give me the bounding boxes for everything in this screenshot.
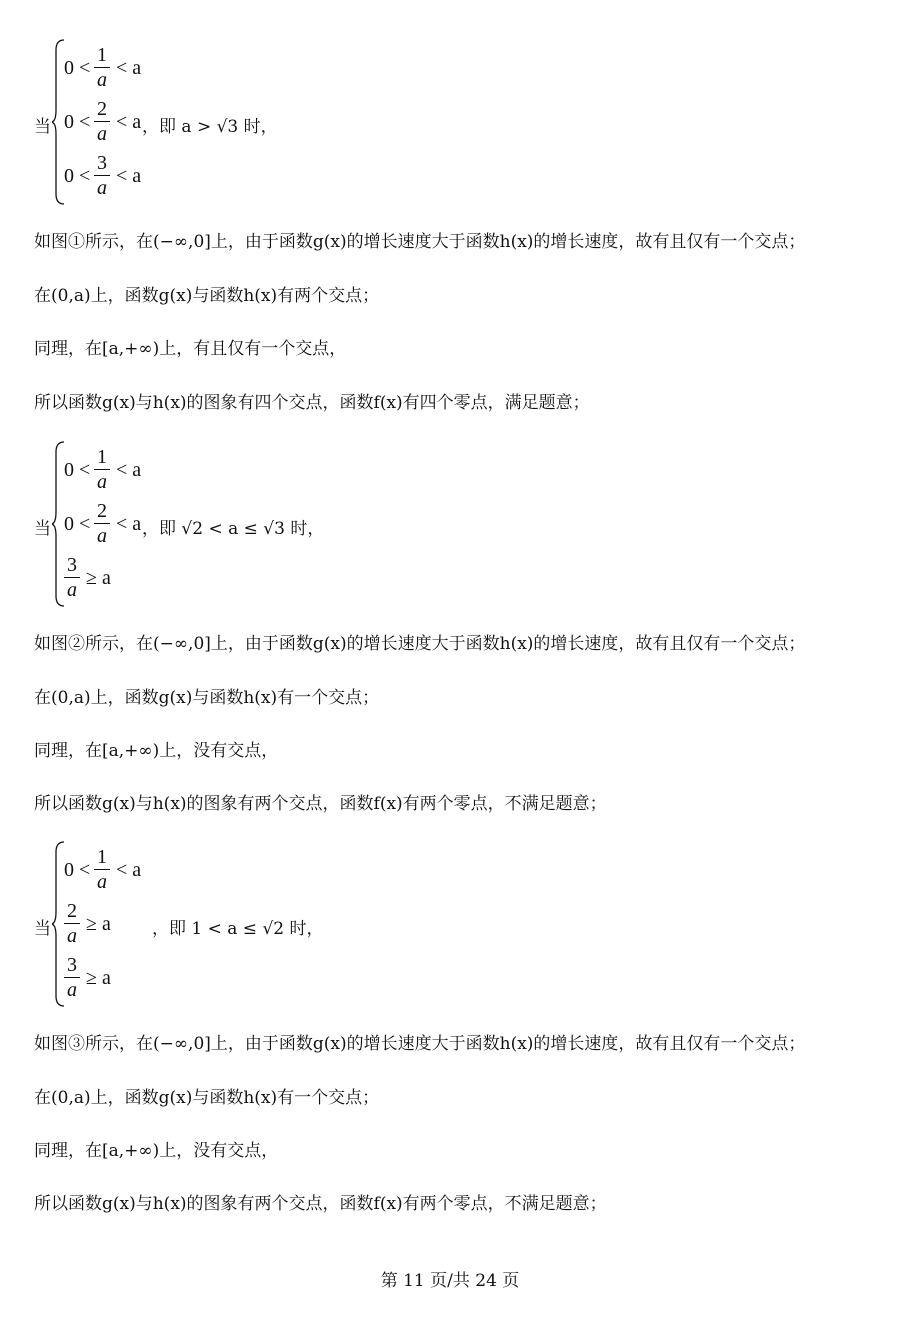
case-block-2 <box>34 440 734 600</box>
text-line: 同理，在[a,+∞)上，没有交点， <box>34 741 279 761</box>
case-tail: ，即 1 < a ≤ √2 时， <box>152 919 324 939</box>
fraction: 3 a <box>94 152 110 199</box>
case-tail: ，即 √2 < a ≤ √3 时， <box>142 519 325 539</box>
case-block-1 <box>34 38 734 198</box>
text-line: 同理，在[a,+∞)上，有且仅有一个交点， <box>34 339 347 359</box>
fraction: 2 a <box>94 500 110 547</box>
text-line: 如图①所示，在(−∞,0]上，由于函数g(x)的增长速度大于函数h(x)的增长速度，故有且仅有一个交点； <box>34 232 806 252</box>
fraction: 1 a <box>94 44 110 91</box>
condition-row: 0 < 2 a < a <box>64 98 142 145</box>
case-prefix: 当 <box>34 519 51 539</box>
case-prefix: 当 <box>34 117 51 137</box>
text-line: 在(0,a)上，函数g(x)与函数h(x)有两个交点； <box>34 286 380 306</box>
case-tail: ，即 a > √3 时， <box>142 117 278 137</box>
condition-row: 0 < 2 a < a <box>64 500 142 547</box>
condition-row: 0 < 1 a < a <box>64 446 142 493</box>
text-line: 如图②所示，在(−∞,0]上，由于函数g(x)的增长速度大于函数h(x)的增长速度，故有且仅有一个交点； <box>34 634 806 654</box>
fraction: 1 a <box>94 846 110 893</box>
text-line: 在(0,a)上，函数g(x)与函数h(x)有一个交点； <box>34 688 380 708</box>
condition-row: 3 a ≥ a <box>64 554 304 602</box>
case-prefix: 当 <box>34 919 51 939</box>
text-line: 在(0,a)上，函数g(x)与函数h(x)有一个交点； <box>34 1088 380 1108</box>
condition-row: 0 < 1 a < a <box>64 44 142 91</box>
text-line: 所以函数g(x)与h(x)的图象有四个交点，函数f(x)有四个零点，满足题意； <box>34 393 590 413</box>
condition-row: 2 a ≥ a <box>64 900 304 948</box>
text-line: 所以函数g(x)与h(x)的图象有两个交点，函数f(x)有两个零点，不满足题意； <box>34 1194 607 1214</box>
condition-row: 0 < 3 a < a <box>64 152 142 199</box>
fraction: 3 a <box>64 954 80 1001</box>
condition-row: 0 < 1 a < a <box>64 846 142 893</box>
text-line: 如图③所示，在(−∞,0]上，由于函数g(x)的增长速度大于函数h(x)的增长速度，故有且仅有一个交点； <box>34 1034 806 1054</box>
fraction: 3 a <box>64 554 80 601</box>
text-line: 所以函数g(x)与h(x)的图象有两个交点，函数f(x)有两个零点，不满足题意； <box>34 794 607 814</box>
condition-row: 3 a ≥ a <box>64 954 304 1002</box>
fraction: 2 a <box>94 98 110 145</box>
fraction: 1 a <box>94 446 110 493</box>
text-line: 同理，在[a,+∞)上，没有交点， <box>34 1141 279 1161</box>
case-block-3 <box>34 840 734 1000</box>
page-footer: 第 11 页/共 24 页 <box>380 1271 520 1291</box>
fraction: 2 a <box>64 900 80 947</box>
